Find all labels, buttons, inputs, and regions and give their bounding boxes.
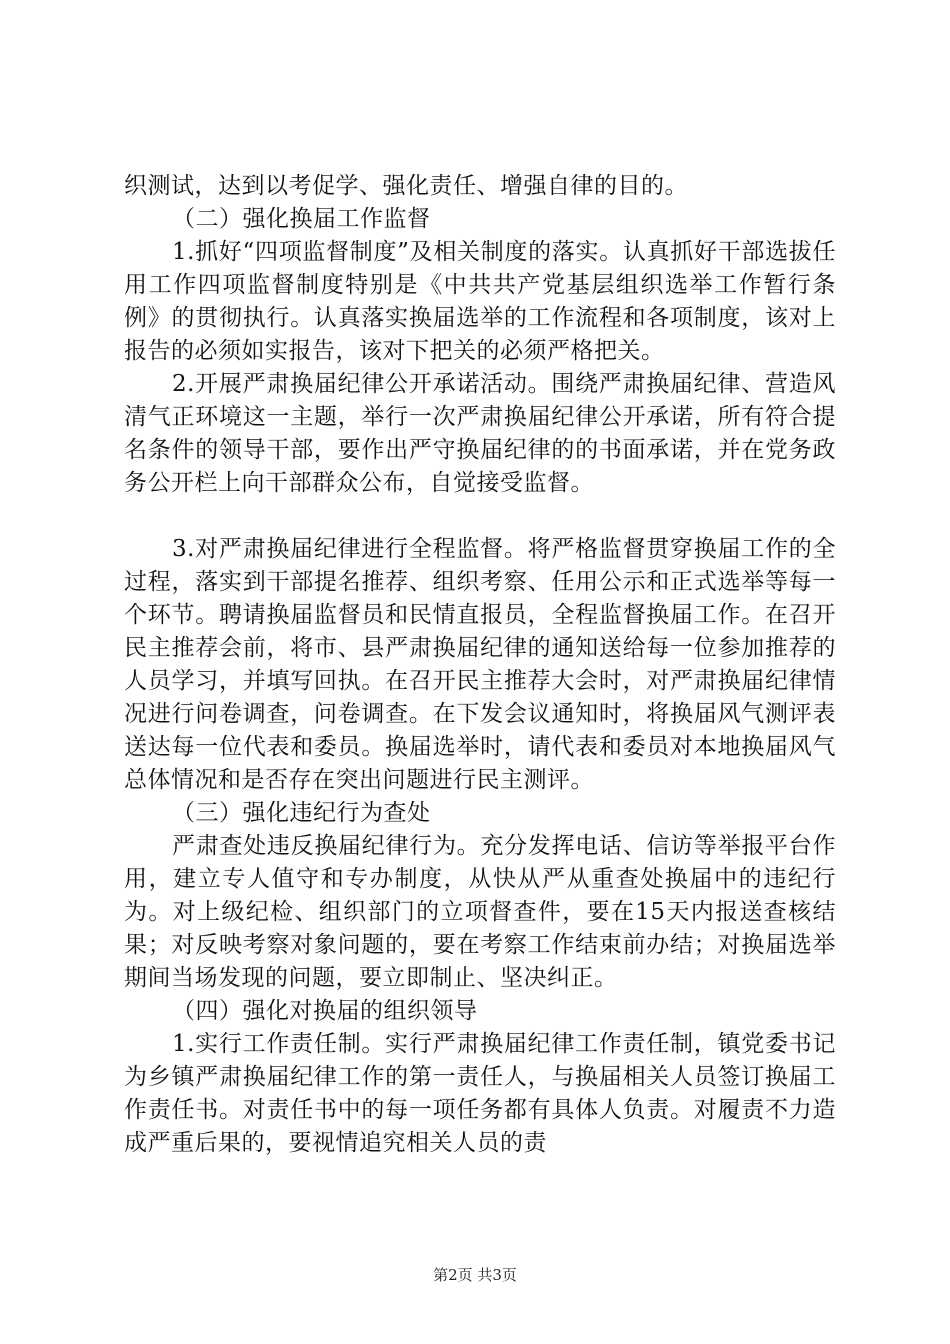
paragraph-1: 织测试，达到以考促学、强化责任、增强自律的目的。 — [124, 173, 688, 199]
paragraph-7: 严肃查处违反换届纪律行为。充分发挥电话、信访等举报平台作用，建立专人值守和专办制度，从快从严从重查处换届中的违纪行为。对上级纪检、组织部门的立项督查件，要在15天内报送查核结果；对反映考察对象问题的，要在考察工作结束前办结；对换届选举期间当场发现的问题，要立即制止、坚决纠正。 — [124, 833, 836, 991]
section-heading-2: （二）强化换届工作监督 — [172, 206, 431, 232]
section-heading-4: （四）强化对换届的组织领导 — [172, 998, 478, 1024]
section-heading-3: （三）强化违纪行为查处 — [172, 800, 431, 826]
paragraph-9: 1.实行工作责任制。实行严肃换届纪律工作责任制，镇党委书记为乡镇严肃换届纪律工作的第一责任人，与换届相关人员签订换届工作责任书。对责任书中的每一项任务都有具体人负责。对履责不力造成严重后果的，要视情追究相关人员的责 — [124, 1031, 836, 1156]
document-body — [124, 170, 836, 1160]
paragraph-4: 2.开展严肃换届纪律公开承诺活动。围绕严肃换届纪律、营造风清气正环境这一主题，举行一次严肃换届纪律公开承诺，所有符合提名条件的领导干部，要作出严守换届纪律的的书面承诺，并在党务政务公开栏上向干部群众公布，自觉接受监督。 — [124, 371, 836, 496]
paragraph-3: 1.抓好“四项监督制度”及相关制度的落实。认真抓好干部选拔任用工作四项监督制度特别是《中共共产党基层组织选举工作暂行条例》的贯彻执行。认真落实换届选举的工作流程和各项制度，该对上报告的必须如实报告，该对下把关的必须严格把关。 — [124, 239, 836, 364]
page-footer: 第2页 共3页 — [433, 1266, 517, 1284]
paragraph-5: 3.对严肃换届纪律进行全程监督。将严格监督贯穿换届工作的全过程，落实到干部提名推荐、组织考察、任用公示和正式选举等每一个环节。聘请换届监督员和民情直报员，全程监督换届工作。在召开民主推荐会前，将市、县严肃换届纪律的通知送给每一位参加推荐的人员学习，并填写回执。在召开民主推荐大会时，对严肃换届纪律情况进行问卷调查，问卷调查。在下发会议通知时，将换届风气测评表送达每一位代表和委员。换届选举时，请代表和委员对本地换届风气总体情况和是否存在突出问题进行民主测评。 — [124, 536, 836, 793]
